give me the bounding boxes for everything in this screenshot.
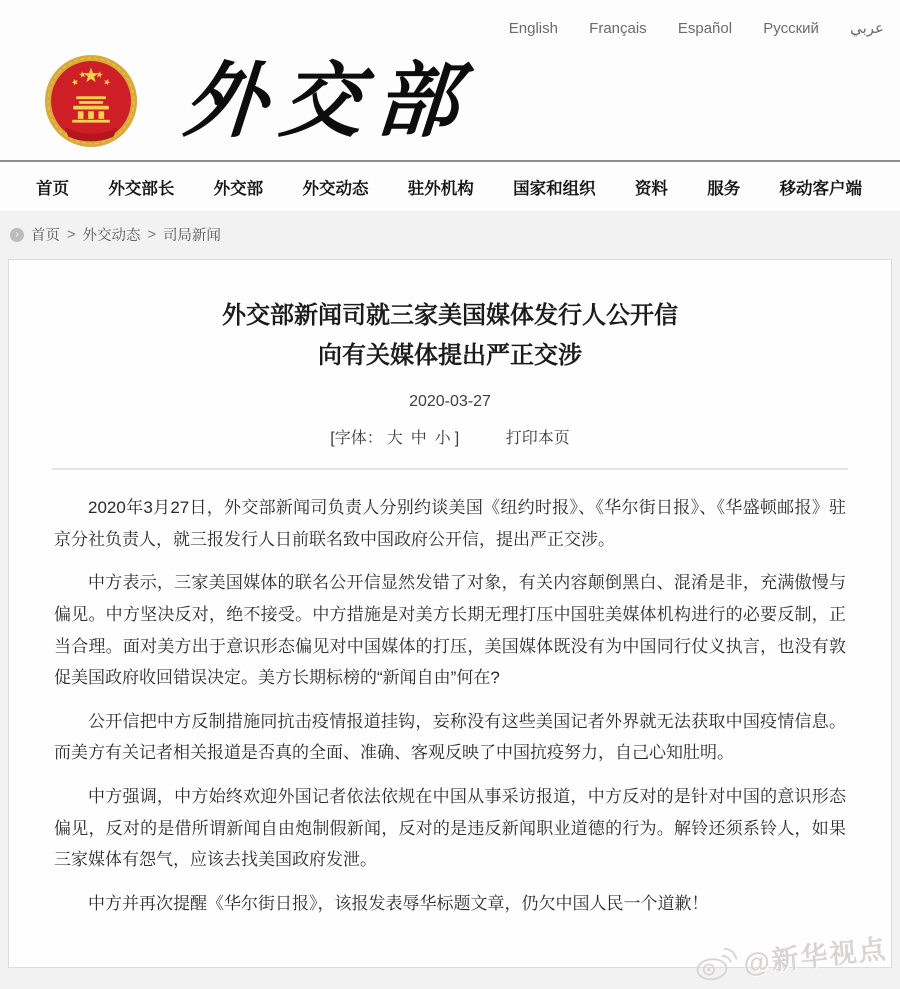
weibo-icon [691, 939, 741, 989]
article-body [9, 470, 891, 919]
article-title [65, 296, 835, 375]
article-container [8, 259, 892, 979]
weibo-watermark [691, 924, 889, 989]
language-bar [0, 0, 900, 42]
breadcrumb-arrow-icon: › [10, 228, 24, 242]
article-title-line1: 外交部新闻司就三家美国媒体发行人公开信 [222, 302, 678, 329]
nav-item-foreign-minister[interactable]: 外交部长 [108, 180, 175, 198]
breadcrumb-item-home[interactable]: 首页 [31, 228, 60, 244]
breadcrumb-separator: > [147, 226, 156, 243]
nav-item-missions-abroad[interactable]: 驻外机构 [407, 180, 474, 198]
font-size-medium-button[interactable]: 中 [410, 430, 427, 448]
nav-item-diplomatic-activities[interactable]: 外交动态 [302, 180, 369, 198]
nav-item-mobile-client[interactable]: 移动客户端 [779, 180, 862, 198]
article-title-line2: 向有关媒体提出严正交涉 [318, 341, 582, 369]
lang-link-russian[interactable]: Русский [763, 20, 819, 37]
site-logo[interactable] [0, 42, 900, 160]
nav-item-resources[interactable]: 资料 [634, 180, 668, 198]
font-size-label: [字体： [330, 430, 383, 448]
lang-link-arabic[interactable]: عربي [850, 20, 884, 37]
breadcrumb-item-department-news[interactable]: 司局新闻 [162, 228, 221, 244]
lang-link-french[interactable]: Français [589, 20, 647, 37]
site-title-calligraphy: 外交部 [180, 53, 476, 149]
main-nav [0, 160, 900, 211]
breadcrumb-item-diplomatic-activities[interactable]: 外交动态 [82, 228, 141, 244]
article-paragraph: 中方表示，三家美国媒体的联名公开信显然发错了对象，有关内容颠倒黑白、混淆是非，充满傲慢与偏见。中方坚决反对，绝不接受。中方措施是对美方长期无理打压中国驻美媒体机构进行的必要反制，正当合理。面对美方出于意识形态偏见对中国媒体的打压，美国媒体既没有为中国同行仗义执言，也没有敦促美国政府收回错误决定。美方长期标榜的“新闻自由”何在? [54, 573, 846, 688]
article-paragraph: 公开信把中方反制措施同抗击疫情报道挂钩，妄称没有这些美国记者外界就无法获取中国疫情信息。而美方有关记者相关报道是否真的全面、准确、客观反映了中国抗疫努力，自己心知肚明。 [54, 711, 846, 763]
font-size-small-button[interactable]: 小 [434, 430, 451, 448]
article-paragraph: 中方强调，中方始终欢迎外国记者依法依规在中国从事采访报道，中方反对的是针对中国的意识形态偏见，反对的是借所谓新闻自由炮制假新闻，反对的是违反新闻职业道德的行为。解铃还须系铃人，如果三家媒体有怨气，应该去找美国政府发泄。 [54, 787, 846, 870]
nav-item-ministry[interactable]: 外交部 [213, 180, 264, 198]
font-size-large-button[interactable]: 大 [386, 430, 403, 448]
lang-link-spanish[interactable]: Español [677, 20, 733, 37]
nav-item-services[interactable]: 服务 [707, 180, 741, 198]
nav-item-countries-organizations[interactable]: 国家和组织 [513, 180, 596, 198]
print-page-button[interactable]: 打印本页 [505, 430, 570, 448]
breadcrumb-separator: > [67, 226, 76, 243]
nav-item-home[interactable]: 首页 [36, 180, 69, 198]
watermark-text: @新华视点 [741, 933, 889, 979]
article-meta [9, 425, 891, 448]
site-header [0, 0, 900, 160]
article-paragraph: 中方并再次提醒《华尔街日报》，该报发表辱华标题文章，仍欠中国人民一个道歉！ [88, 893, 709, 913]
breadcrumb [0, 211, 900, 256]
national-emblem-icon [44, 54, 138, 148]
lang-link-english[interactable]: English [508, 20, 558, 37]
font-size-label-suffix: ] [454, 430, 460, 448]
article-paragraph: 2020年3月27日，外交部新闻司负责人分别约谈美国《纽约时报》、《华尔街日报》、《华盛顿邮报》驻京分社负责人，就三报发行人日前联名致中国政府公开信，提出严正交涉。 [54, 498, 846, 549]
article-date: 2020-03-27 [409, 393, 491, 411]
